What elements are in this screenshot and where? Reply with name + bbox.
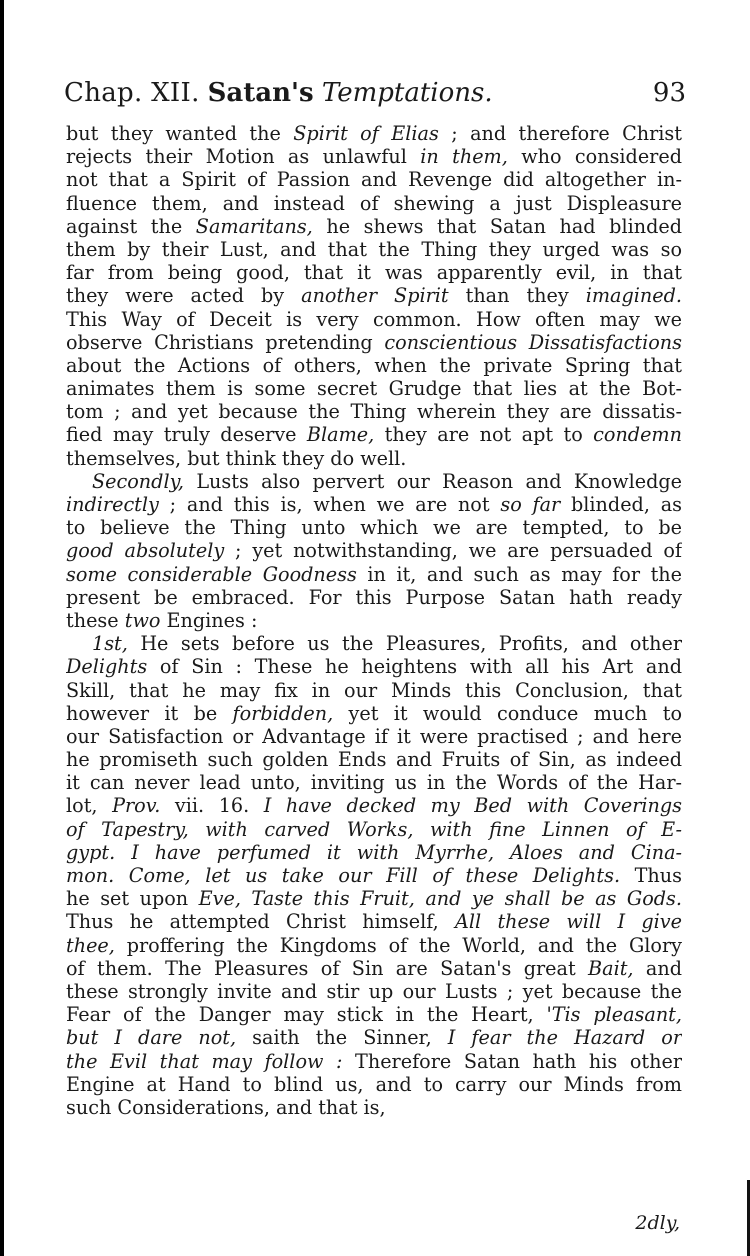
italic-text: conscientious Dissatisfactions <box>384 330 682 354</box>
text-line <box>66 910 682 933</box>
roman-text: Thus <box>620 864 682 887</box>
roman-text: Engines : <box>160 608 258 632</box>
italic-text: Prov. <box>112 794 161 818</box>
text-line <box>66 725 682 748</box>
roman-text: them by their Lust, and that the Thing they urged was so <box>66 237 682 261</box>
roman-text: to believe the Thing unto which we are tempted, to be <box>66 516 682 540</box>
roman-text: against the <box>66 214 196 238</box>
text-line <box>66 215 682 238</box>
text-line <box>66 609 682 632</box>
text-line <box>66 586 682 609</box>
italic-text: mon. Come, let us take our Fill of these Delights. <box>66 864 621 887</box>
text-line <box>66 702 682 725</box>
scan-edge-left <box>0 0 4 1256</box>
text-line <box>66 818 682 841</box>
text-line <box>66 331 682 354</box>
roman-text: our Satisfaction or Advantage if it were practised ; and here <box>66 724 682 748</box>
roman-text: not that a Spirit of Passion and Revenge did altogether in- <box>66 168 682 192</box>
roman-text: lot, <box>66 794 113 818</box>
page-number: 93 <box>652 78 686 108</box>
text-line <box>66 794 682 817</box>
roman-text: in it, and such as may for the <box>356 562 682 586</box>
roman-text: it can never lead unto, inviting us in the Words of the Har- <box>66 771 682 795</box>
roman-text: they are not apt to <box>374 423 594 447</box>
text-line <box>66 980 682 1003</box>
text-line <box>66 1026 682 1049</box>
roman-text: about the Actions of others, when the private Spring that <box>66 353 682 377</box>
text-line <box>66 470 682 493</box>
text-line <box>66 563 682 586</box>
italic-text: Bait, <box>588 956 634 980</box>
roman-text: Thus he attempted Christ himself, <box>66 910 456 934</box>
text-line <box>66 261 682 284</box>
italic-text: All these will I give <box>455 910 682 934</box>
text-line <box>66 841 682 864</box>
text-line <box>66 1073 682 1096</box>
text-line <box>66 423 682 446</box>
text-line <box>66 122 682 145</box>
roman-text: themselves, but think they do well. <box>66 446 407 470</box>
roman-text: such Considerations, and that is, <box>66 1095 386 1119</box>
roman-text: yet it would conduce much to <box>333 701 682 725</box>
italic-text: two <box>124 608 161 632</box>
text-line <box>66 957 682 980</box>
roman-text: he set upon <box>66 887 199 911</box>
italic-text: I have decked my Bed with Coverings <box>263 794 682 818</box>
italic-text: good absolutely <box>66 539 225 563</box>
running-header <box>64 78 686 122</box>
roman-text: rejects their Motion as unlawful <box>66 145 421 169</box>
roman-text: tom ; and yet because the Thing wherein they are dissatis- <box>66 400 682 424</box>
italic-text: but I dare not, <box>66 1026 237 1050</box>
roman-text: and <box>633 956 682 980</box>
text-line <box>66 1050 682 1073</box>
italic-text: Samaritans, <box>195 214 313 238</box>
text-line <box>66 887 682 910</box>
roman-text: fluence them, and instead of shewing a just Displeasure <box>66 191 682 215</box>
roman-text: vii. 16. <box>160 794 264 818</box>
roman-text: observe Christians pretending <box>66 330 385 354</box>
text-line <box>66 308 682 331</box>
italic-text: condemn <box>593 423 682 447</box>
italic-text: imagined. <box>585 284 682 308</box>
text-line <box>66 748 682 771</box>
roman-text: than they <box>448 284 586 308</box>
roman-text: of Sin : These he heightens with all his Art and <box>147 655 682 679</box>
roman-text: of them. The Pleasures of Sin are Satan's great <box>66 956 589 980</box>
italic-text: another Spirit <box>301 284 449 308</box>
italic-text: Secondly, <box>92 469 184 493</box>
italic-text: in them, <box>420 145 508 169</box>
text-line <box>66 516 682 539</box>
roman-text: far from being good, that it was apparently evil, in that <box>66 261 682 285</box>
roman-text: these <box>66 608 125 632</box>
text-line <box>66 1096 682 1119</box>
page-body-text <box>66 122 682 1119</box>
roman-text: Fear of the Danger may stick in the Heart, <box>66 1003 547 1027</box>
roman-text: who considered <box>507 145 682 169</box>
italic-text: Delights <box>66 655 148 679</box>
italic-text: the Evil that may follow : <box>66 1049 343 1073</box>
text-line <box>66 539 682 562</box>
roman-text: proffering the Kingdoms of the World, and the Glory <box>114 933 682 957</box>
roman-text: ; and this is, when we are not <box>158 493 501 516</box>
roman-text: Lusts also pervert our Reason and Knowledge <box>183 469 682 493</box>
italic-text: thee, <box>66 933 115 957</box>
italic-text: gypt. I have perfumed it with Myrrhe, Aloes and Cina- <box>66 840 682 864</box>
text-line <box>66 632 682 655</box>
italic-text: I fear the Hazard or <box>447 1026 682 1050</box>
italic-text: indirectly <box>66 493 159 516</box>
roman-text: animates them is some secret Grudge that lies at the Bot- <box>66 377 682 401</box>
roman-text: He sets before us the Pleasures, Profits, and other <box>127 632 682 656</box>
text-line <box>66 1003 682 1026</box>
roman-text: these strongly invite and stir up our Lusts ; yet because the <box>66 979 682 1003</box>
roman-text: saith the Sinner, <box>236 1026 448 1050</box>
running-title-blackletter: Satan's <box>207 78 314 108</box>
text-line <box>66 493 682 516</box>
roman-text: however it be <box>66 701 233 725</box>
running-title-italic: Temptations. <box>321 78 493 108</box>
italic-text: of Tapestry, with carved Works, with fine Linnen of E- <box>66 817 682 841</box>
roman-text: fied may truly deserve <box>66 423 307 447</box>
italic-text: forbidden, <box>232 701 334 725</box>
text-line <box>66 192 682 215</box>
chapter-label: Chap. XII. <box>64 78 200 108</box>
text-line <box>66 655 682 678</box>
italic-text: 'Tis pleasant, <box>546 1003 682 1027</box>
roman-text: ; yet notwithstanding, we are persuaded of <box>224 539 682 563</box>
italic-text: Blame, <box>306 423 375 447</box>
roman-text: Therefore Satan hath his other <box>342 1049 682 1073</box>
text-line <box>66 238 682 261</box>
roman-text: he shews that Satan had blinded <box>312 214 682 238</box>
italic-text: Spirit of Elias <box>293 122 439 145</box>
italic-text: so far <box>500 493 561 516</box>
text-line <box>66 168 682 191</box>
roman-text: ; and therefore Christ <box>438 122 682 145</box>
roman-text: This Way of Deceit is very common. How often may we <box>66 307 682 331</box>
running-title <box>208 78 653 108</box>
text-line <box>66 377 682 400</box>
text-line <box>66 400 682 423</box>
italic-text: 1st, <box>92 632 128 656</box>
text-line <box>66 771 682 794</box>
text-line <box>66 864 682 887</box>
roman-text: Engine at Hand to blind us, and to carry our Minds from <box>66 1072 682 1096</box>
roman-text: they were acted by <box>66 284 302 308</box>
text-line <box>66 145 682 168</box>
roman-text: but they wanted the <box>66 122 294 145</box>
roman-text: blinded, as <box>560 493 682 516</box>
text-line <box>66 354 682 377</box>
roman-text: Skill, that he may fix in our Minds this Conclusion, that <box>66 678 682 702</box>
roman-text: present be embraced. For this Purpose Satan hath ready <box>66 585 682 609</box>
catchword: 2dly, <box>635 1212 680 1234</box>
text-line <box>66 934 682 957</box>
italic-text: Eve, Taste this Fruit, and ye shall be as Gods. <box>198 887 682 911</box>
text-line <box>66 284 682 307</box>
italic-text: some considerable Goodness <box>66 562 357 586</box>
text-line <box>66 447 682 470</box>
text-line <box>66 679 682 702</box>
roman-text: he promiseth such golden Ends and Fruits of Sin, as indeed <box>66 748 682 772</box>
